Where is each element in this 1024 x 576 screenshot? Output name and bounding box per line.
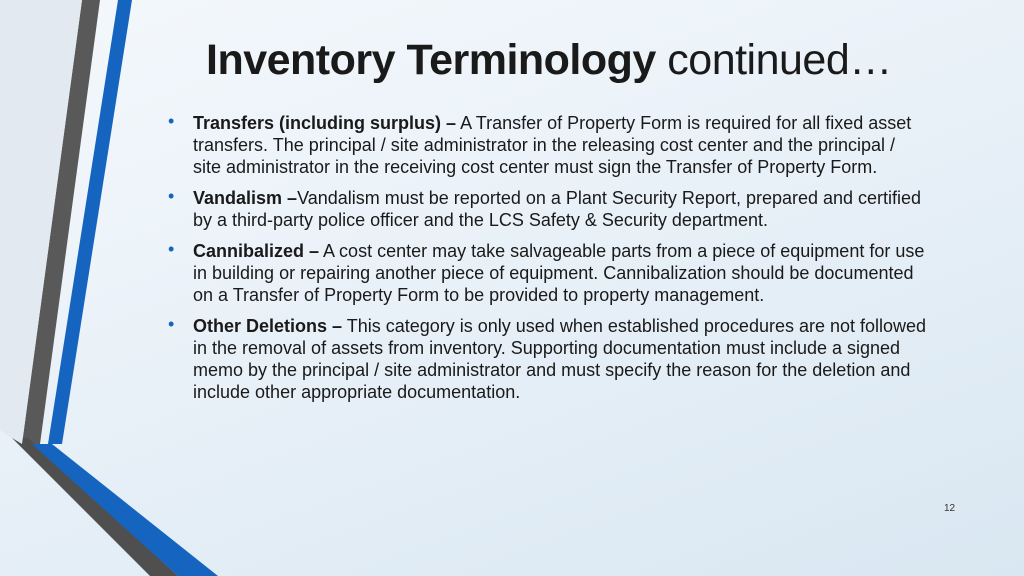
title-bold: Inventory Terminology — [206, 36, 656, 84]
title-continued: continued… — [655, 36, 892, 84]
gray-corner-band — [12, 438, 178, 576]
page-number: 12 — [944, 503, 956, 514]
bullet-icon: • — [168, 186, 175, 206]
bullet-term: Transfers (including surplus) – — [193, 113, 457, 133]
slide-title — [206, 34, 892, 86]
bullet-icon: • — [168, 111, 175, 131]
blue-corner-band — [32, 444, 218, 576]
bullet-term: Cannibalized – — [193, 241, 320, 261]
bullet-transfers — [168, 112, 928, 178]
bullet-term: Other Deletions – — [193, 316, 343, 336]
bullet-icon: • — [168, 314, 175, 334]
bullet-list — [168, 112, 928, 412]
bullet-text: A Transfer of Property Form is required for all fixed asset transfers. The principal / site administrator in the releasing cost center and the principal / site administrator in the receiving cost center must sign the Transfer of Property Form. — [193, 113, 912, 177]
bullet-text: This category is only used when established procedures are not followed in the removal of assets from inventory. Supporting documentation must include a signed memo by the principal / site administrator and must specify the reason for the deletion and include other appropriate documentation. — [193, 316, 927, 402]
bullet-icon: • — [168, 239, 175, 259]
bullet-cannibalized — [168, 240, 928, 306]
bullet-text: Vandalism must be reported on a Plant Security Report, prepared and certified by a third-party police officer and the LCS Safety & Security department. — [193, 188, 922, 230]
bullet-term: Vandalism – — [193, 188, 298, 208]
bullet-vandalism — [168, 187, 928, 231]
bullet-other-deletions — [168, 315, 928, 403]
bullet-text: A cost center may take salvageable parts from a piece of equipment for use in building or repairing another piece of equipment. Cannibalization should be documented on a Transfer of Property Form to be provided to property management. — [193, 241, 925, 305]
